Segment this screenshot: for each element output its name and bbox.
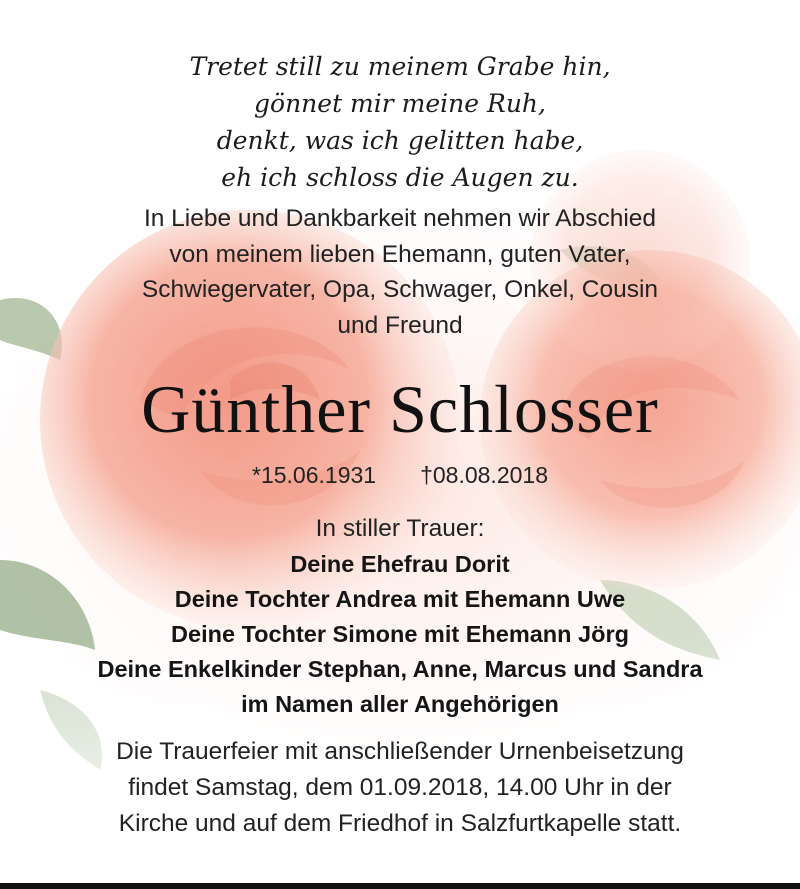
poem-verse: [0, 48, 800, 196]
poem-line: Tretet still zu meinem Grabe hin,: [189, 52, 611, 81]
poem-line: gönnet mir meine Ruh,: [254, 89, 546, 118]
poem-line: eh ich schloss die Augen zu.: [221, 163, 579, 192]
farewell-intro: [0, 201, 800, 343]
notice-line: findet Samstag, dem 01.09.2018, 14.00 Uhr in der: [128, 774, 672, 801]
life-dates: [0, 458, 800, 492]
mourner-line: Deine Ehefrau Dorit: [290, 551, 510, 577]
mourner-line: Deine Tochter Andrea mit Ehemann Uwe: [174, 586, 626, 612]
deceased-name: Günther Schlosser: [141, 371, 659, 447]
funeral-notice: [0, 734, 800, 842]
intro-line: von meinem lieben Ehemann, guten Vater,: [169, 240, 631, 268]
birth-date: *15.06.1931: [252, 462, 377, 488]
intro-line: Schwiegervater, Opa, Schwager, Onkel, Cousin: [141, 276, 659, 303]
mourning-label: In stiller Trauer:: [315, 515, 485, 542]
mourner-line: Deine Enkelkinder Stephan, Anne, Marcus und Sandra: [97, 656, 703, 682]
death-date: †08.08.2018: [420, 462, 548, 488]
intro-line: In Liebe und Dankbarkeit nehmen wir Abschied: [143, 205, 657, 232]
mourner-line: Deine Tochter Simone mit Ehemann Jörg: [171, 621, 629, 647]
mourner-line: im Namen aller Angehörigen: [241, 691, 559, 717]
intro-line: und Freund: [337, 311, 463, 339]
mourners-list: [0, 547, 800, 722]
notice-line: Kirche und auf dem Friedhof in Salzfurtkapelle statt.: [118, 810, 682, 837]
notice-line: Die Trauerfeier mit anschließender Urnenbeisetzung: [116, 738, 684, 765]
poem-line: denkt, was ich gelitten habe,: [216, 126, 584, 155]
